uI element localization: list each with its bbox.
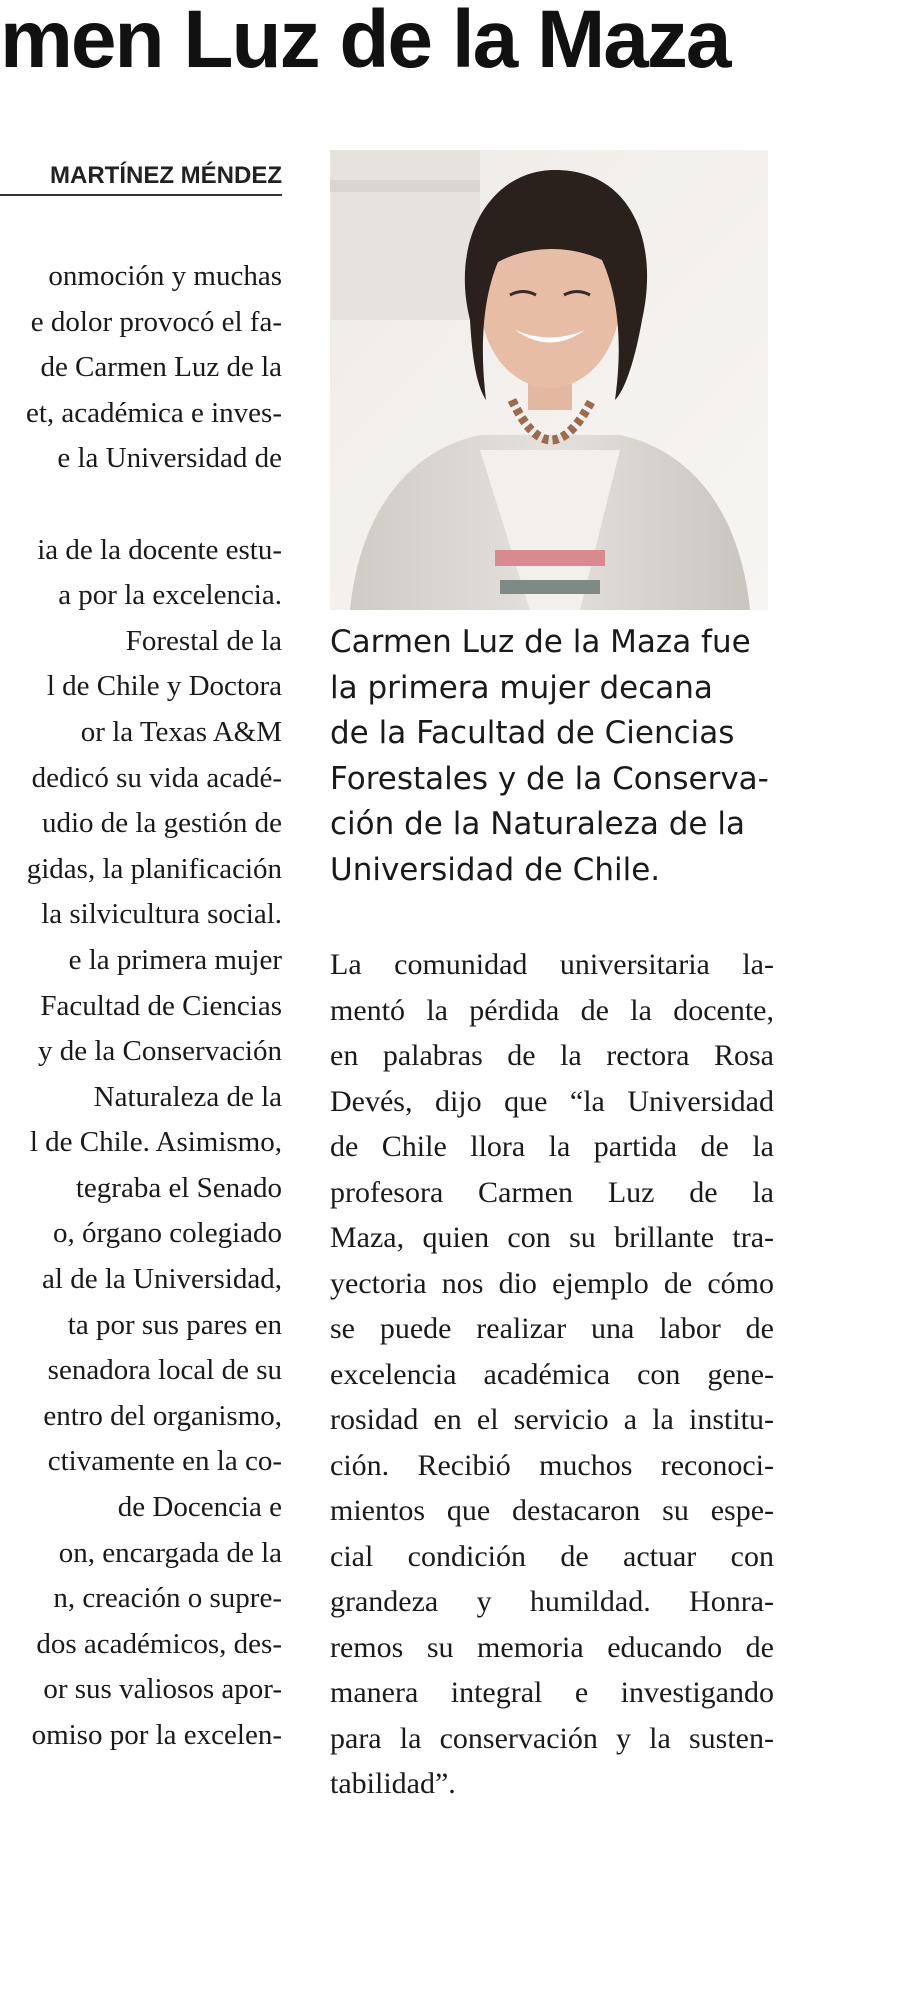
text-line: on, encargada de la [58, 1536, 282, 1569]
text-line: La comunidad universitaria la- [330, 948, 774, 981]
text-line: Carmen Luz de la Maza fue [330, 624, 751, 660]
text-line: Maza, quien con su brillante tra- [330, 1221, 774, 1254]
text-line: Universidad de Chile. [330, 851, 661, 888]
text-line: e la primera mujer [68, 943, 282, 976]
text-line: udio de la gestión de [41, 807, 282, 840]
text-line: l de Chile. Asimismo, [29, 1126, 282, 1159]
text-line: tegraba el Senado [75, 1171, 282, 1204]
text-line: ción. Recibió muchos reconoci- [330, 1448, 774, 1482]
text-line: Facultad de Ciencias [40, 989, 282, 1022]
paragraph-gap [0, 482, 282, 528]
photo-caption [330, 620, 780, 893]
text-line: Forestal de la [125, 624, 282, 657]
text-line: entro del organismo, [43, 1399, 282, 1432]
text-line: or la Texas A&M [80, 715, 282, 748]
text-line: e dolor provocó el fa- [30, 305, 282, 338]
text-line: omiso por la excelen- [31, 1719, 282, 1751]
text-line: senadora local de su [47, 1354, 282, 1387]
text-line: tabilidad”. [330, 1767, 456, 1800]
text-line: de Chile llora la partida de la [330, 1130, 774, 1163]
text-line: dedicó su vida acadé- [31, 761, 282, 794]
text-line: de Carmen Luz de la [40, 351, 282, 384]
text-line: de Docencia e [117, 1491, 282, 1524]
text-line: ción de la Naturaleza de la [330, 806, 745, 842]
text-line: et, académica e inves- [25, 396, 282, 429]
text-line: Naturaleza de la [93, 1080, 282, 1113]
text-line: dos académicos, des- [36, 1627, 282, 1660]
text-line: ta por sus pares en [67, 1308, 282, 1341]
headline: men Luz de la Maza [0, 0, 730, 85]
text-line: rosidad en el servicio a la institu- [330, 1403, 774, 1436]
text-line: a por la excelencia. [58, 579, 282, 612]
text-line: e la Universidad de [57, 442, 282, 475]
portrait-photo [330, 150, 768, 610]
text-line: Devés, dijo que “la Universidad [330, 1084, 774, 1118]
text-line: en palabras de la rectora Rosa [330, 1039, 774, 1072]
text-line: para la conservación y la susten- [330, 1721, 774, 1755]
text-line: al de la Universidad, [42, 1263, 282, 1296]
text-line: profesora Carmen Luz de la [330, 1175, 774, 1209]
text-line: onmoción y muchas [48, 260, 282, 292]
text-line: se puede realizar una labor de [330, 1312, 774, 1345]
text-line: la primera mujer decana [330, 669, 713, 706]
text-line: or sus valiosos apor- [43, 1673, 282, 1706]
text-line: o, órgano colegiado [53, 1217, 282, 1250]
text-line: excelencia académica con gene- [330, 1357, 774, 1391]
left-column-text [0, 254, 282, 1759]
text-line: grandeza y humildad. Honra- [330, 1585, 774, 1618]
text-line: mientos que destacaron su espe- [330, 1494, 774, 1527]
text-line: y de la Conservación [37, 1035, 282, 1068]
text-line: yectoria nos dio ejemplo de cómo [330, 1266, 774, 1300]
text-line: manera integral e investigando [330, 1676, 774, 1709]
text-line: ctivamente en la co- [47, 1445, 282, 1478]
text-line: remos su memoria educando de [330, 1630, 774, 1664]
text-line: la silvicultura social. [41, 898, 282, 931]
text-line: Forestales y de la Conserva- [330, 760, 769, 797]
text-line: mentó la pérdida de la docente, [330, 993, 774, 1027]
text-line: gidas, la planificación [26, 852, 282, 885]
byline: MARTÍNEZ MÉNDEZ [0, 158, 282, 196]
text-line: ia de la docente estu- [37, 533, 282, 566]
right-column-text [330, 942, 774, 1807]
text-line: cial condición de actuar con [330, 1539, 774, 1573]
text-line: de la Facultad de Ciencias [330, 715, 735, 751]
text-line: n, creación o supre- [53, 1582, 282, 1615]
text-line: l de Chile y Doctora [46, 670, 282, 703]
